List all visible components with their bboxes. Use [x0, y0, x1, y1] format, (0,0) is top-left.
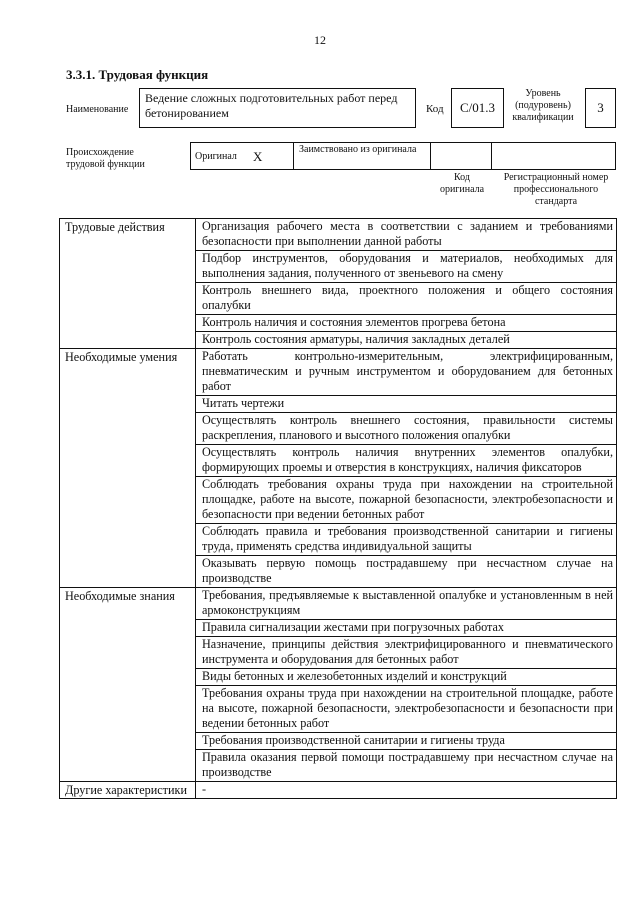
- origin-reg-cell: [492, 143, 615, 169]
- list-item: Требования, предъявляемые к выставленной опалубке и установленным в ней армоконструкциям: [196, 588, 616, 620]
- table-row: [60, 588, 617, 782]
- list-item: Контроль внешнего вида, проектного положения и общего состояния опалубки: [196, 283, 616, 315]
- origin-code-cell: [431, 143, 492, 169]
- table-row: [60, 782, 617, 799]
- origin-borrowed-label: Заимствовано из оригинала: [299, 144, 417, 155]
- origin-original-cell: [191, 143, 294, 169]
- section-title: 3.3.1. Трудовая функция: [66, 67, 209, 82]
- row-category: Другие характеристики: [60, 782, 196, 799]
- row-category: Необходимые умения: [60, 349, 196, 588]
- table-row: [60, 349, 617, 588]
- function-name-box: Ведение сложных подготовительных работ перед бетонированием: [139, 88, 416, 128]
- list-item: Работать контрольно-измерительным, электрифицированным, пневматическим и ручным инструментом и оборудованием для бетонных работ: [196, 349, 616, 396]
- row-category: Необходимые знания: [60, 588, 196, 782]
- list-item: Требования охраны труда при нахождении на строительной площадке, работе на высоте, пожарной безопасности, электробезопасности и безопасности при ведении бетонных работ: [196, 686, 616, 733]
- function-details-table: [59, 218, 617, 799]
- origin-table: [190, 142, 616, 170]
- list-item: Осуществлять контроль внешнего состояния, правильности системы раскрепления, планового и высотного положения опалубки: [196, 413, 616, 445]
- page-number: 12: [314, 33, 326, 47]
- code-label: Код: [426, 103, 444, 115]
- level-label: Уровень (подуровень) квалификации: [512, 88, 574, 123]
- list-item: Осуществлять контроль наличия внутренних элементов опалубки, формирующих проемы и отверстия в конструкциях, наличия фиксаторов: [196, 445, 616, 477]
- row-items: [196, 588, 617, 782]
- list-item: Правила оказания первой помощи пострадавшему при несчастном случае на производстве: [202, 750, 613, 779]
- name-label: Наименование: [66, 104, 129, 115]
- row-items: [196, 219, 617, 349]
- list-item: Читать чертежи: [196, 396, 616, 413]
- origin-borrowed-cell: [294, 143, 431, 169]
- list-item: Оказывать первую помощь пострадавшему при несчастном случае на производстве: [202, 556, 613, 585]
- list-item: Соблюдать правила и требования производственной санитарии и гигиены труда, применять средства индивидуальной защиты: [196, 524, 616, 556]
- list-item: Требования производственной санитарии и гигиены труда: [196, 733, 616, 750]
- origin-label: Происхождение трудовой функции: [66, 147, 145, 170]
- code-value-box: С/01.3: [451, 88, 504, 128]
- list-item: -: [202, 782, 207, 796]
- row-items: [196, 349, 617, 588]
- origin-reg-caption: Регистрационный номер профессионального стандарта: [503, 172, 609, 207]
- list-item: Организация рабочего места в соответствии с заданием и требованиями безопасности при выполнении данной работы: [196, 219, 616, 251]
- table-row: [60, 219, 617, 349]
- origin-mark: Х: [253, 149, 263, 164]
- origin-original-label: Оригинал: [195, 151, 237, 162]
- list-item: Назначение, принципы действия электрифицированного и пневматического инструмента и оборудования для бетонных работ: [196, 637, 616, 669]
- level-value-box: 3: [585, 88, 616, 128]
- list-item: Соблюдать требования охраны труда при нахождении на строительной площадке, работе на высоте, пожарной безопасности, электробезопасности и безопасности при ведении бетонных работ: [196, 477, 616, 524]
- list-item: Подбор инструментов, оборудования и материалов, необходимых для выполнения задания, полученного от звеньевого на смену: [196, 251, 616, 283]
- list-item: Контроль состояния арматуры, наличия закладных деталей: [202, 332, 510, 346]
- list-item: Виды бетонных и железобетонных изделий и конструкций: [196, 669, 616, 686]
- list-item: Правила сигнализации жестами при погрузочных работах: [196, 620, 616, 637]
- list-item: Контроль наличия и состояния элементов прогрева бетона: [196, 315, 616, 332]
- row-category: Трудовые действия: [60, 219, 196, 349]
- origin-code-caption: Код оригинала: [439, 172, 485, 195]
- row-items: [196, 782, 617, 799]
